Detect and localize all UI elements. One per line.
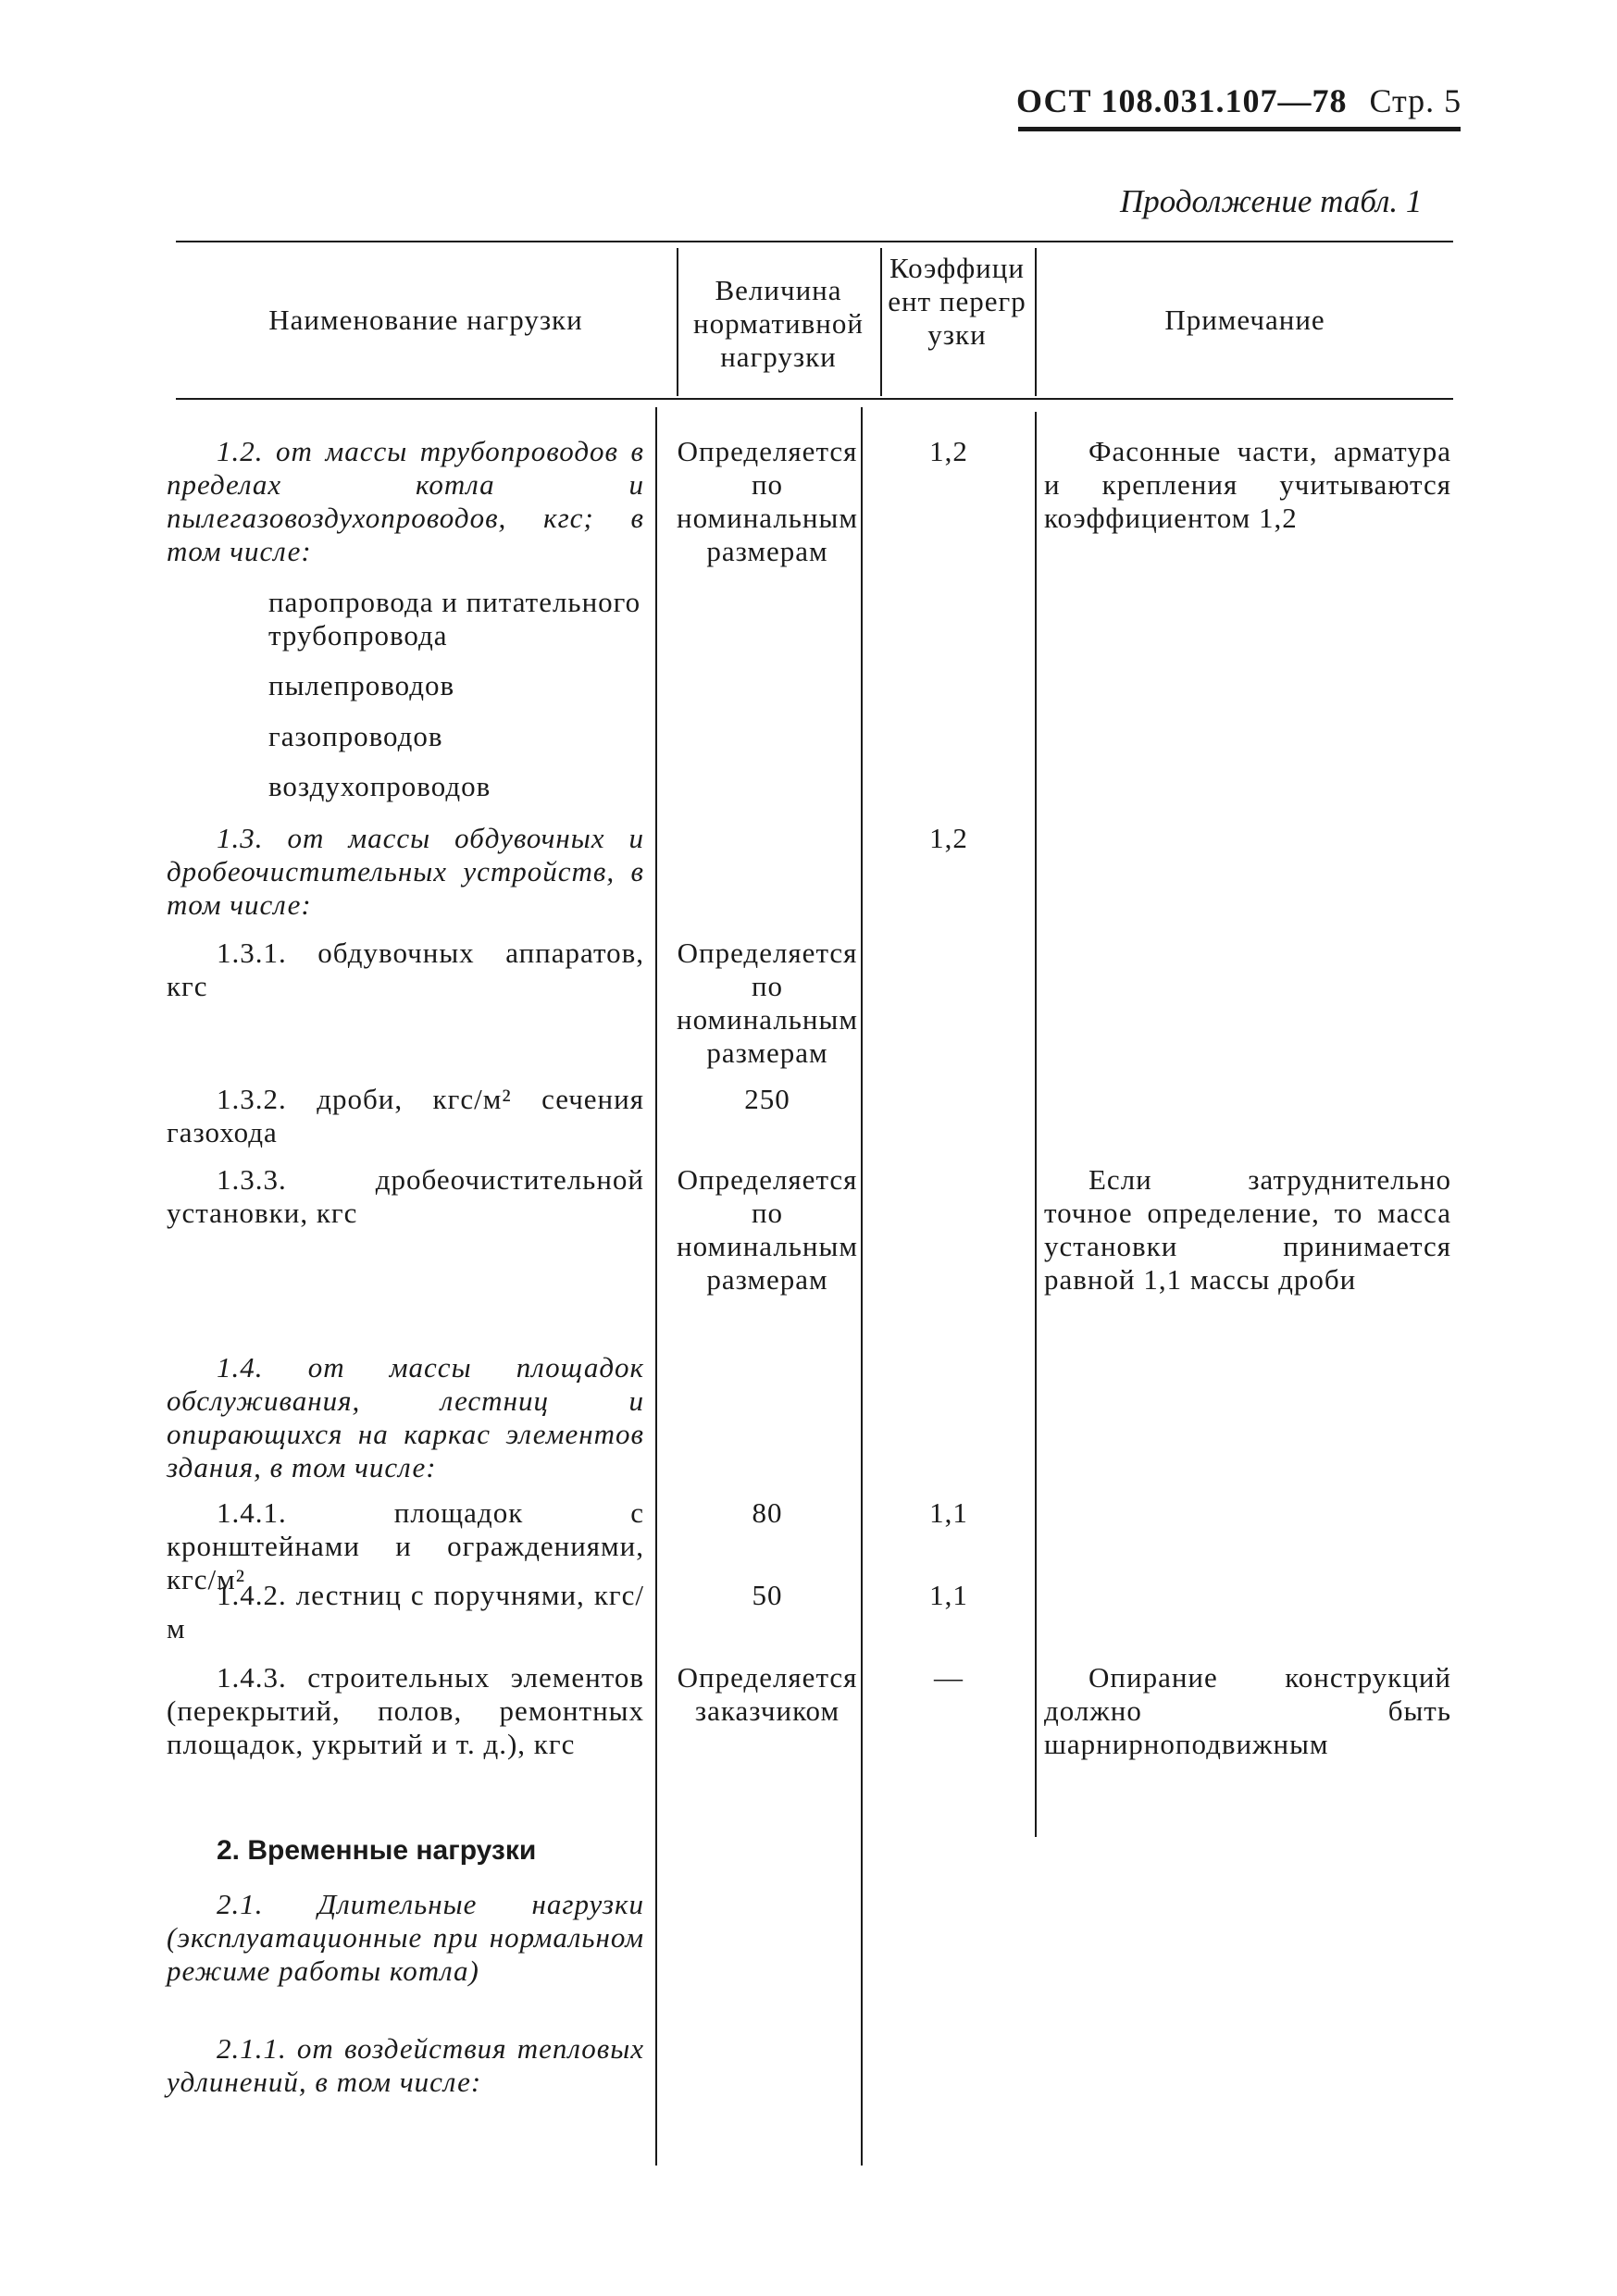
column-divider-2 [880,248,882,396]
column-header-note: Примечание [1164,304,1325,336]
row-1-2-sub-dust: пылепроводов [268,669,455,701]
section-2-heading: 2. Временные нагрузки [217,1835,537,1866]
column-divider-3-body [1035,412,1037,1837]
column-header-name: Наименование нагрузки [268,304,583,336]
row-2-1-name: 2.1. Длительные нагрузки (эксплуатационные при нормальном режиме работы котла) [167,1888,644,1987]
page-number: Стр. 5 [1369,82,1462,119]
row-1-4-2-value: 50 [752,1579,783,1611]
table-top-rule [176,241,1453,242]
row-1-3-3-note: Если затруднительно точное определение, то масса установки принимается равной 1,1 массы дроби [1044,1163,1451,1296]
row-1-2-coefficient: 1,2 [929,435,968,467]
row-1-4-1-value: 80 [752,1496,783,1529]
row-1-4-name: 1.4. от массы площадок обслуживания, лестниц и опирающихся на каркас элементов здания, в том числе: [167,1351,644,1483]
row-1-3-1-value: Определяется по номинальным размерам [677,937,858,1069]
row-1-3-1-name: 1.3.1. обдувочных аппаратов, кгс [167,937,644,1002]
column-divider-1-body [655,407,657,2166]
column-header-coefficient: Коэффициент перегрузки [888,252,1026,351]
row-1-3-2-name: 1.3.2. дроби, кгс/м² сечения газохода [167,1083,644,1148]
row-1-2-sub-gas: газопроводов [268,720,443,752]
row-1-3-2-value: 250 [744,1083,790,1115]
row-1-4-3-value: Определяется заказчиком [677,1661,858,1727]
row-2-1-1-name: 2.1.1. от воздействия тепловых удлинений, в том числе: [167,2032,644,2098]
row-1-4-3-name: 1.4.3. строительных элементов (перекрытий, полов, ремонтных площадок, укрытий и т. д.), кгс [167,1661,644,1760]
column-divider-3 [1035,248,1037,396]
column-header-value: Величина нормативной нагрузки [693,274,864,373]
row-1-4-3-note: Опирание конструкций должно быть шарнирноподвижным [1044,1661,1451,1760]
row-1-2-name: 1.2. от массы трубопроводов в пределах котла и пылегазовоздухопроводов, кгс; в том числе: [167,435,644,567]
row-1-3-name: 1.3. от массы обдувочных и дробеочистительных устройств, в том числе: [167,822,644,921]
document-header [1016,81,1462,120]
row-1-3-3-value: Определяется по номинальным размерам [677,1163,858,1296]
standard-number: ОСТ 108.031.107—78 [1016,82,1348,119]
row-1-2-sub-air: воздухопроводов [268,770,491,802]
row-1-3-3-name: 1.3.3. дробеочистительной установки, кгс [167,1163,644,1229]
row-1-2-note: Фасонные части, арматура и крепления учитываются коэффициентом 1,2 [1044,435,1451,534]
row-1-4-1-coefficient: 1,1 [929,1496,968,1529]
row-1-2-sub-steam: паропровода и питательного трубопровода [268,586,641,652]
row-1-4-2-name: 1.4.2. лестниц с поручнями, кгс/м [167,1579,644,1644]
header-underline [1018,127,1461,131]
row-1-2-value: Определяется по номинальным размерам [677,435,858,567]
row-1-3-coefficient: 1,2 [929,822,968,854]
row-1-4-2-coefficient: 1,1 [929,1579,968,1611]
row-1-4-1-name: 1.4.1. площадок с кронштейнами и ограждениями, кгс/м² [167,1496,644,1595]
table-header-rule [176,398,1453,400]
table-continuation-label: Продолжение табл. 1 [1120,183,1423,219]
row-1-4-3-coefficient: — [934,1661,964,1694]
column-divider-2-body [861,407,863,2166]
